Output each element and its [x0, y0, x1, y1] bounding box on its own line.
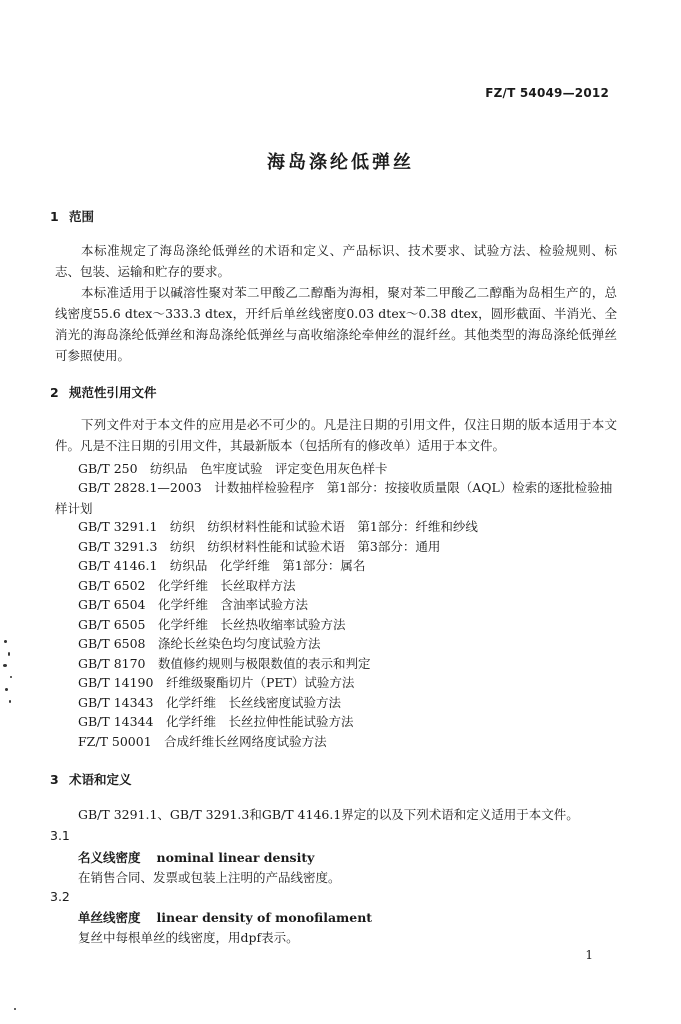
term-en: linear density of monofilament	[156, 910, 373, 925]
term-zh: 单丝线密度	[78, 910, 141, 925]
section-title: 术语和定义	[69, 772, 132, 787]
term-heading	[78, 908, 372, 926]
reference-item: GB/T 4146.1 纺织品 化学纤维 第1部分：属名	[78, 558, 366, 573]
term-definition: 复丝中每根单丝的线密度，用dpf表示。	[78, 930, 299, 945]
reference-item: GB/T 6505 化学纤维 长丝热收缩率试验方法	[78, 617, 346, 632]
section-2-heading	[50, 383, 157, 401]
document-title: 海岛涤纶低弹丝	[267, 152, 414, 173]
section-number: 1	[50, 209, 59, 224]
term-heading	[78, 848, 314, 866]
section-title: 规范性引用文件	[69, 385, 157, 400]
page-number: 1	[585, 948, 593, 962]
section-number: 3	[50, 772, 59, 787]
term-number: 3.1	[50, 828, 70, 843]
reference-item: GB/T 250 纺织品 色牢度试验 评定变色用灰色样卡	[78, 461, 388, 476]
section-3-heading	[50, 770, 132, 788]
reference-item: GB/T 6502 化学纤维 长丝取样方法	[78, 578, 296, 593]
reference-item: GB/T 3291.1 纺织 纺织材料性能和试验术语 第1部分：纤维和纱线	[78, 519, 478, 534]
section-1-paragraph-1: 本标准规定了海岛涤纶低弹丝的术语和定义、产品标识、技术要求、试验方法、检验规则、标志、包装、运输和贮存的要求。	[55, 243, 617, 279]
section-3-intro: GB/T 3291.1、GB/T 3291.3和GB/T 4146.1界定的以及下列术语和定义适用于本文件。	[78, 807, 579, 822]
reference-item: FZ/T 50001 合成纤维长丝网络度试验方法	[78, 734, 327, 749]
term-zh: 名义线密度	[78, 850, 141, 865]
term-definition: 在销售合同、发票或包装上注明的产品线密度。	[78, 870, 341, 885]
term-number: 3.2	[50, 889, 70, 904]
section-number: 2	[50, 385, 59, 400]
section-2-intro: 下列文件对于本文件的应用是必不可少的。凡是注日期的引用文件，仅注日期的版本适用于本文件。凡是不注日期的引用文件，其最新版本（包括所有的修改单）适用于本文件。	[55, 417, 617, 453]
reference-item: GB/T 8170 数值修约规则与极限数值的表示和判定	[78, 656, 371, 671]
section-title: 范围	[69, 209, 95, 224]
standard-number: FZ/T 54049—2012	[485, 86, 609, 100]
reference-item: GB/T 14190 纤维级聚酯切片（PET）试验方法	[78, 675, 355, 690]
reference-item: GB/T 6504 化学纤维 含油率试验方法	[78, 597, 309, 612]
reference-item: GB/T 14344 化学纤维 长丝拉伸性能试验方法	[78, 714, 354, 729]
section-1-paragraph-2: 本标准适用于以碱溶性聚对苯二甲酸乙二醇酯为海相，聚对苯二甲酸乙二醇酯为岛相生产的，总线密度55.6 dtex～333.3 dtex，开纤后单丝线密度0.03 dtex～0.38 dtex，圆形截面、半消光、全消光的海岛涤纶低弹丝和海岛涤纶低弹丝与高收缩涤纶牵伸丝的混纤丝。其他类型的海岛涤纶低弹丝可参照使用。	[55, 285, 617, 363]
reference-item: GB/T 14343 化学纤维 长丝线密度试验方法	[78, 695, 341, 710]
section-1-heading	[50, 207, 94, 225]
term-en: nominal linear density	[156, 850, 315, 865]
reference-item: GB/T 3291.3 纺织 纺织材料性能和试验术语 第3部分：通用	[78, 539, 441, 554]
reference-item: GB/T 2828.1—2003 计数抽样检验程序 第1部分：按接收质量限（AQL）检索的逐批检验抽样计划	[55, 480, 613, 516]
reference-item: GB/T 6508 涤纶长丝染色均匀度试验方法	[78, 636, 321, 651]
